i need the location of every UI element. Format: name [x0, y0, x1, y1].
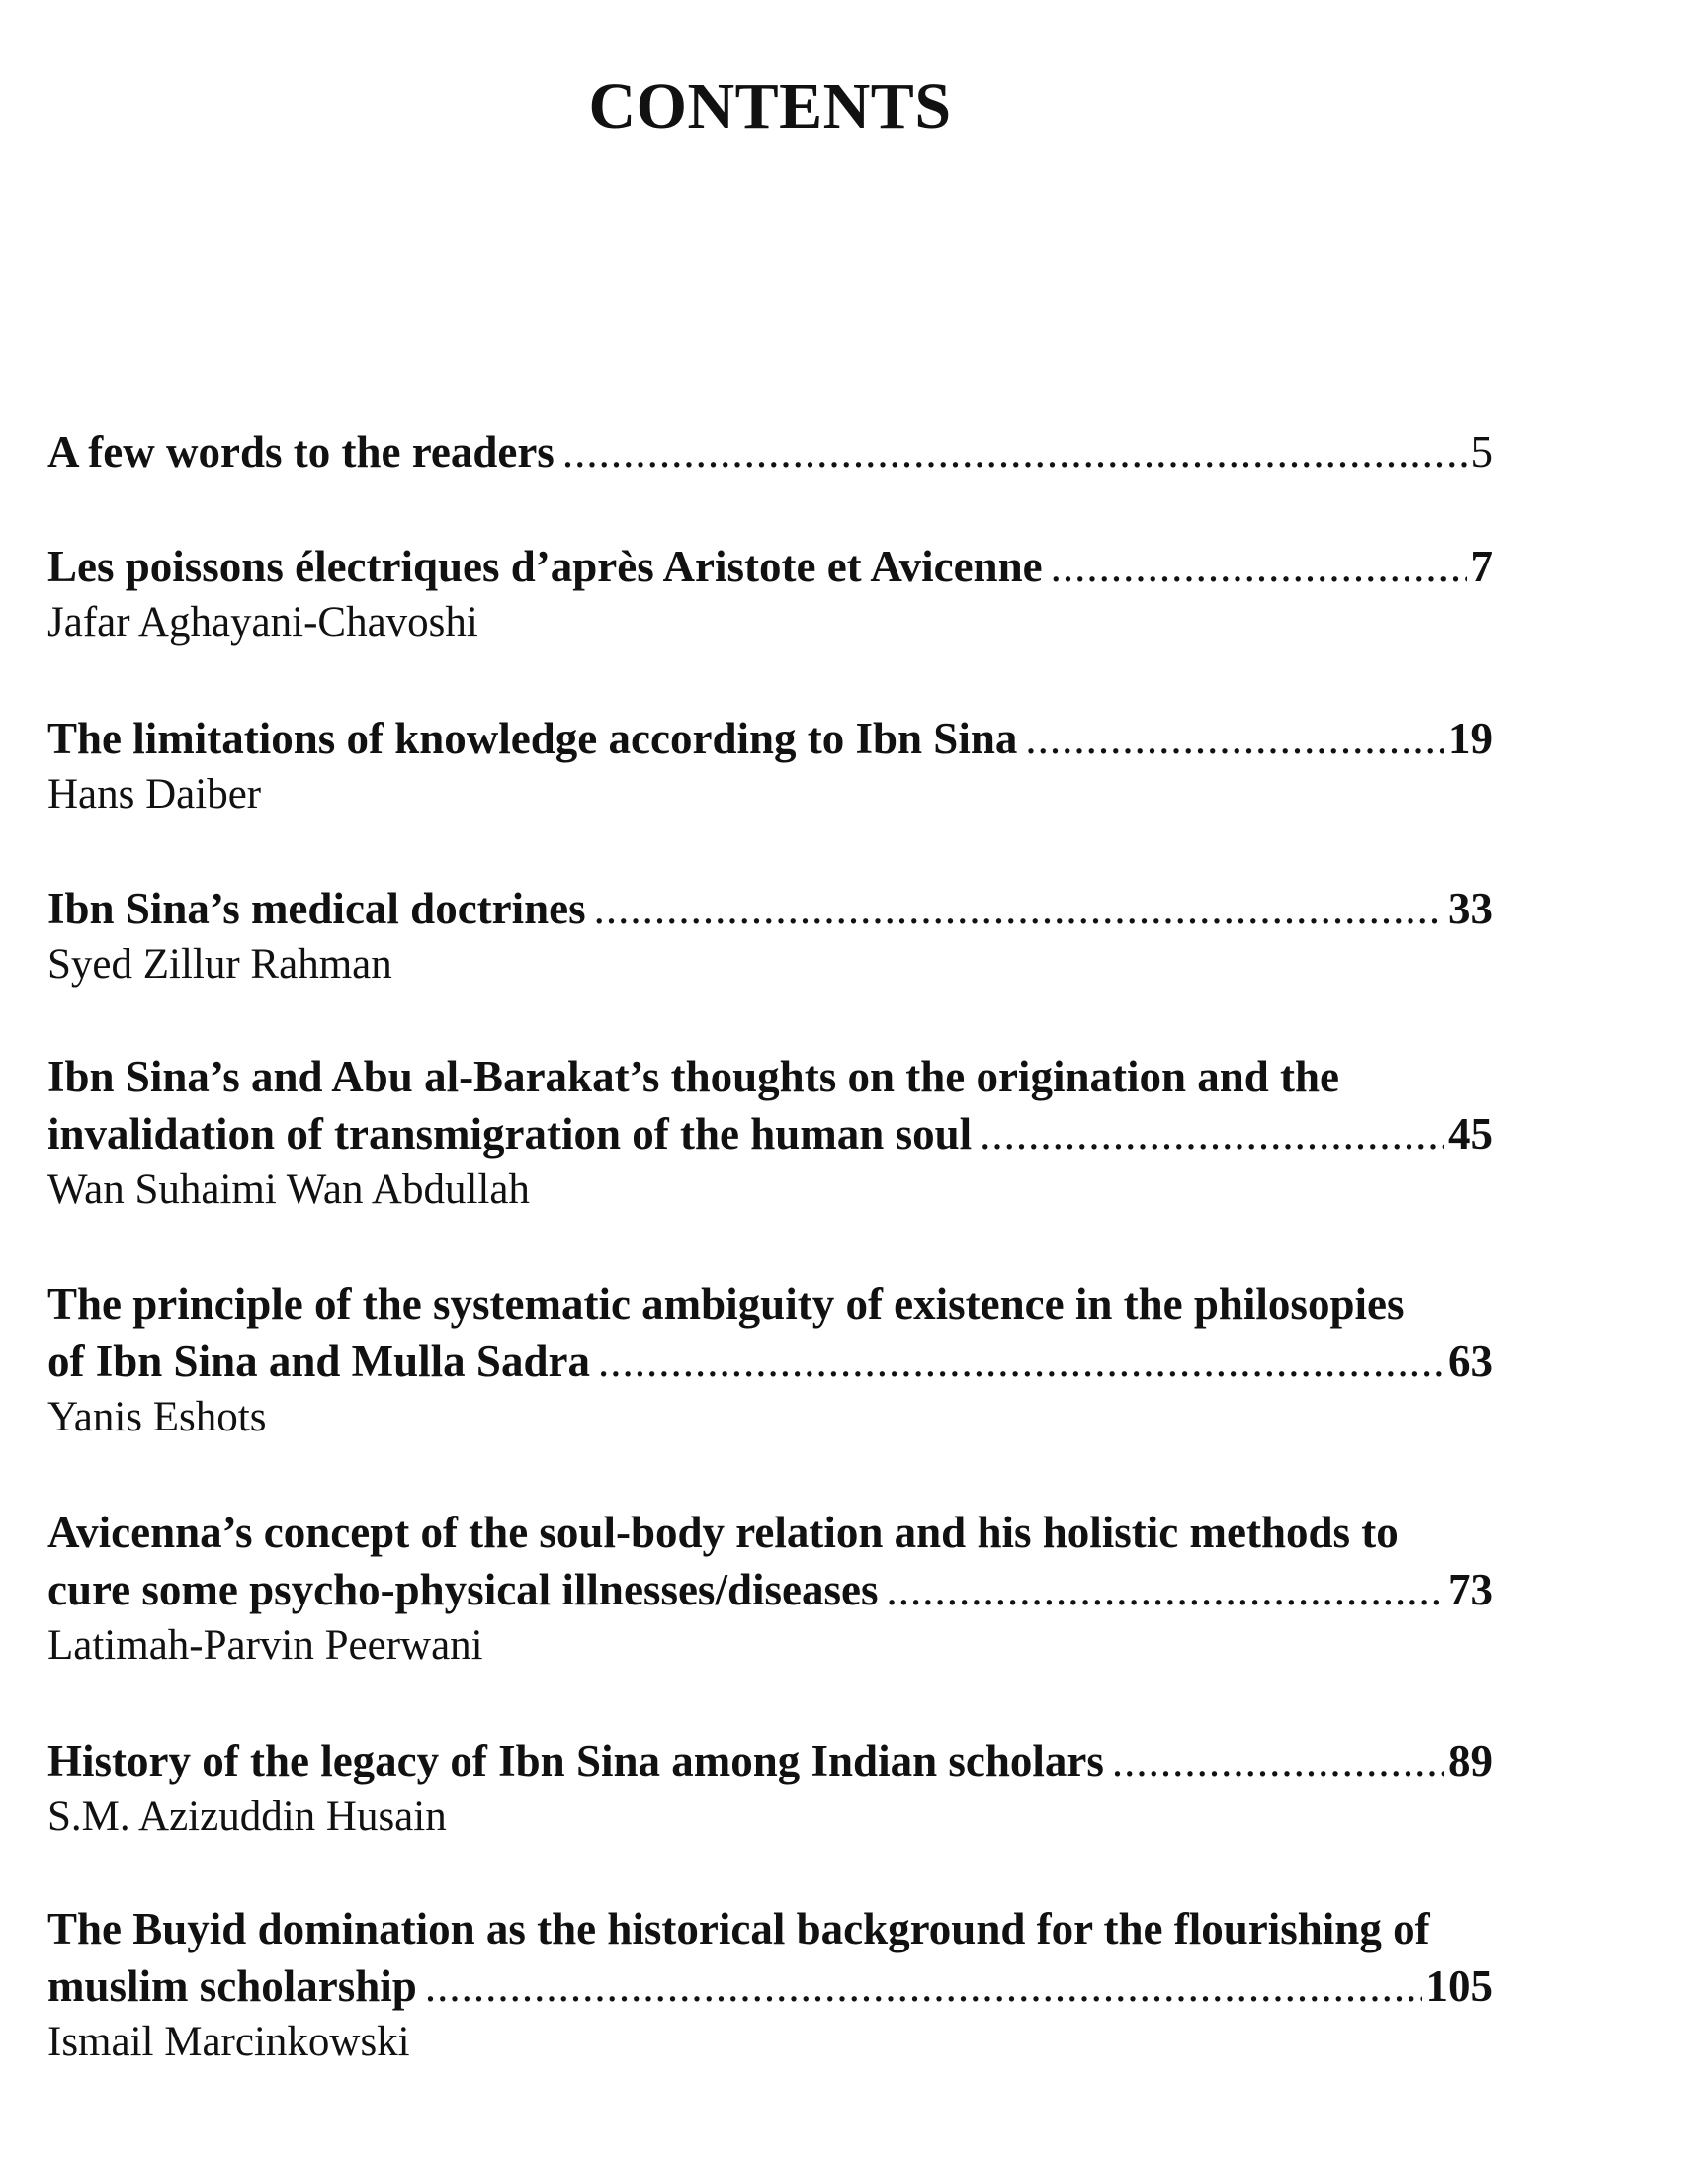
toc-entry-title: invalidation of transmigration of the human soul — [47, 1109, 973, 1159]
toc-entry-title-line: The principle of the systematic ambiguity of existence in the philosopies — [47, 1279, 1405, 1329]
toc-entry-title-line — [47, 710, 1493, 767]
toc-entry-page-number: 73 — [1448, 1565, 1493, 1614]
toc-entry-title: muslim scholarship — [47, 1961, 417, 2011]
toc-entry — [47, 423, 1493, 480]
toc-entry — [47, 1900, 1493, 2070]
toc-entry-title: History of the legacy of Ibn Sina among Indian scholars — [47, 1736, 1104, 1785]
toc-entry — [47, 1275, 1493, 1445]
toc-entry — [47, 1504, 1493, 1674]
toc-entry-title-line — [47, 1105, 1493, 1163]
toc-entry — [47, 710, 1493, 823]
toc-entry-title-line — [47, 1333, 1493, 1390]
toc-entry-page-number: 7 — [1470, 542, 1493, 591]
toc-entry-title: Ibn Sina’s medical doctrines — [47, 884, 586, 933]
toc-entry-title: of Ibn Sina and Mulla Sadra — [47, 1337, 590, 1386]
dot-leader — [1051, 538, 1467, 595]
toc-entry-page-number: 33 — [1448, 884, 1493, 933]
toc-entry-author: Ismail Marcinkowski — [47, 2019, 410, 2065]
toc-entry-page-number: 5 — [1470, 427, 1493, 477]
toc-entry-author: Yanis Eshots — [47, 1394, 267, 1440]
dot-leader — [425, 1957, 1422, 2015]
dot-leader — [886, 1561, 1444, 1618]
toc-entry-page-number: 45 — [1448, 1109, 1493, 1159]
dot-leader — [598, 1333, 1444, 1390]
toc-entry-title-line — [47, 423, 1493, 480]
toc-entry-page-number: 63 — [1448, 1337, 1493, 1386]
toc-entry-title: The limitations of knowledge according to Ibn Sina — [47, 714, 1018, 763]
toc-entry-title-line — [47, 538, 1493, 595]
page-title: CONTENTS — [588, 70, 952, 142]
toc-entry — [47, 1048, 1493, 1218]
toc-entry-author: Wan Suhaimi Wan Abdullah — [47, 1167, 530, 1213]
toc-entry-title: A few words to the readers — [47, 427, 555, 477]
toc-entry-title: cure some psycho-physical illnesses/diseases — [47, 1565, 879, 1614]
toc-entry-author: Syed Zillur Rahman — [47, 941, 392, 988]
toc-entry-title-line — [47, 1561, 1493, 1618]
toc-entry-author: Jafar Aghayani-Chavoshi — [47, 599, 478, 646]
toc-entry-page-number: 105 — [1425, 1961, 1493, 2011]
toc-entry-title-line — [47, 1732, 1493, 1789]
toc-entry — [47, 1732, 1493, 1845]
dot-leader — [980, 1105, 1444, 1163]
dot-leader — [1025, 710, 1444, 767]
toc-entry-page-number: 19 — [1448, 714, 1493, 763]
toc-entry-page-number: 89 — [1448, 1736, 1493, 1785]
toc-entry — [47, 880, 1493, 993]
toc-entry — [47, 538, 1493, 650]
toc-entry-author: Hans Daiber — [47, 771, 262, 818]
toc-entry-title-line: Ibn Sina’s and Abu al-Barakat’s thoughts on the origination and the — [47, 1052, 1340, 1101]
toc-entry-author: Latimah-Parvin Peerwani — [47, 1622, 483, 1669]
dot-leader — [562, 423, 1467, 480]
toc-entry-title-line — [47, 880, 1493, 937]
toc-entry-title: Les poissons électriques d’après Aristote et Avicenne — [47, 542, 1043, 591]
toc-entry-title-line — [47, 1957, 1493, 2015]
toc-entry-title-line: The Buyid domination as the historical background for the flourishing of — [47, 1904, 1430, 1953]
toc-entry-title-line: Avicenna’s concept of the soul-body relation and his holistic methods to — [47, 1508, 1399, 1557]
dot-leader — [1112, 1732, 1444, 1789]
dot-leader — [594, 880, 1444, 937]
toc-entry-author: S.M. Azizuddin Husain — [47, 1793, 447, 1840]
